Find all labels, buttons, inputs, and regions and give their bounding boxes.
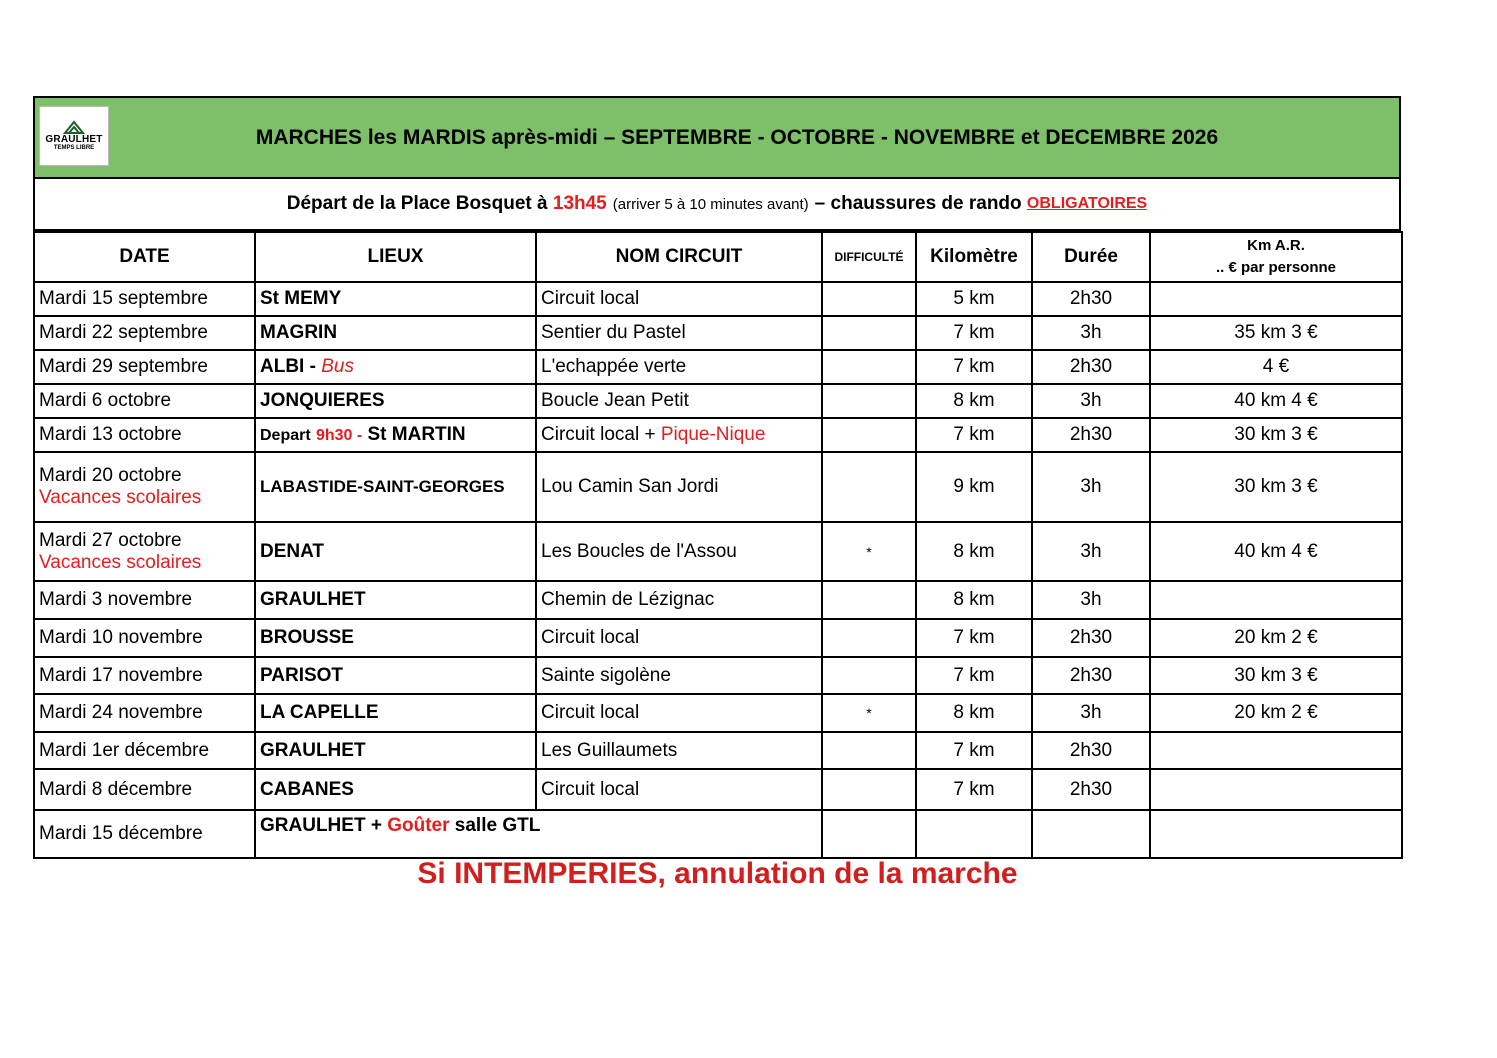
header-row xyxy=(34,232,1402,282)
cell-lieu: LA CAPELLE xyxy=(255,694,536,732)
cell-ar: 40 km 4 € xyxy=(1150,384,1402,418)
cell-lieu: DENAT xyxy=(255,522,536,581)
depart-text: Départ de la Place Bosquet à xyxy=(286,193,548,214)
cell-duree: 3h xyxy=(1032,384,1150,418)
cell-ar xyxy=(1150,732,1402,769)
depart-time: 13h45 xyxy=(552,193,607,214)
cell-date xyxy=(34,452,255,522)
table-row xyxy=(34,418,1402,452)
shoes-text: – chaussures de rando xyxy=(814,193,1022,214)
cell-diff xyxy=(822,581,916,619)
cell-diff: * xyxy=(822,522,916,581)
cell-diff: * xyxy=(822,694,916,732)
cell-circuit: Circuit local xyxy=(536,769,822,810)
last-lieu-gouter: Goûter xyxy=(387,815,450,836)
cell-duree: 2h30 xyxy=(1032,769,1150,810)
table-row xyxy=(34,769,1402,810)
cell-date: Mardi 15 septembre xyxy=(34,282,255,316)
cell-circuit: Circuit local xyxy=(536,619,822,657)
cell-km: 8 km xyxy=(916,694,1032,732)
cell-circuit: Les Boucles de l'Assou xyxy=(536,522,822,581)
cell-km: 7 km xyxy=(916,769,1032,810)
cell-duree: 2h30 xyxy=(1032,732,1150,769)
weather-notice: Si INTEMPERIES, annulation de la marche xyxy=(417,857,1018,890)
cell-km: 8 km xyxy=(916,384,1032,418)
cell-lieu xyxy=(255,418,536,452)
cell-date: Mardi 8 décembre xyxy=(34,769,255,810)
cell-circuit: Lou Camin San Jordi xyxy=(536,452,822,522)
schedule-sheet xyxy=(33,96,1401,859)
cell-km: 7 km xyxy=(916,732,1032,769)
cell-duree: 2h30 xyxy=(1032,619,1150,657)
cell-ar xyxy=(1150,810,1402,858)
cell-circuit-extra: Pique-Nique xyxy=(660,424,766,445)
arrival-note: (arriver 5 à 10 minutes avant) xyxy=(612,195,809,213)
table-row xyxy=(34,316,1402,350)
col-difficulte: DIFFICULTÉ xyxy=(822,232,916,282)
cell-duree: 2h30 xyxy=(1032,657,1150,694)
cell-date-note: Vacances scolaires xyxy=(39,551,202,573)
cell-km: 9 km xyxy=(916,452,1032,522)
cell-lieu: GRAULHET xyxy=(255,732,536,769)
page-title: MARCHES les MARDIS après-midi – SEPTEMBRE - OCTOBRE - NOVEMBRE et DECEMBRE 2026 xyxy=(255,126,1219,149)
cell-lieu-text: ALBI - xyxy=(260,356,316,377)
cell-km: 8 km xyxy=(916,581,1032,619)
cell-date: Mardi 3 novembre xyxy=(34,581,255,619)
cell-circuit: Les Guillaumets xyxy=(536,732,822,769)
cell-lieu xyxy=(255,350,536,384)
table-row xyxy=(34,384,1402,418)
cell-lieu: LABASTIDE-SAINT-GEORGES xyxy=(255,452,536,522)
cell-circuit xyxy=(536,418,822,452)
cell-km: 7 km xyxy=(916,619,1032,657)
cell-duree: 3h xyxy=(1032,452,1150,522)
col-ar-line1: Km A.R. xyxy=(1247,237,1305,254)
cell-date-note: Vacances scolaires xyxy=(39,487,202,508)
cell-lieu: GRAULHET xyxy=(255,581,536,619)
cell-date: Mardi 10 novembre xyxy=(34,619,255,657)
cell-date: Mardi 15 décembre xyxy=(34,810,255,858)
cell-ar: 40 km 4 € xyxy=(1150,522,1402,581)
cell-km: 7 km xyxy=(916,657,1032,694)
cell-diff xyxy=(822,619,916,657)
col-lieux: LIEUX xyxy=(255,232,536,282)
table-row xyxy=(34,694,1402,732)
cell-km: 5 km xyxy=(916,282,1032,316)
cell-ar xyxy=(1150,769,1402,810)
cell-date: Mardi 22 septembre xyxy=(34,316,255,350)
cell-lieu: PARISOT xyxy=(255,657,536,694)
cell-lieu: JONQUIERES xyxy=(255,384,536,418)
cell-ar xyxy=(1150,581,1402,619)
cell-duree: 3h xyxy=(1032,694,1150,732)
cell-date xyxy=(34,522,255,581)
cell-km: 8 km xyxy=(916,522,1032,581)
col-circuit: NOM CIRCUIT xyxy=(536,232,822,282)
cell-circuit: Boucle Jean Petit xyxy=(536,384,822,418)
cell-diff xyxy=(822,350,916,384)
cell-lieu: MAGRIN xyxy=(255,316,536,350)
cell-date: Mardi 29 septembre xyxy=(34,350,255,384)
mandatory-label: OBLIGATOIRES xyxy=(1026,195,1148,212)
col-ar xyxy=(1150,232,1402,282)
cell-km: 7 km xyxy=(916,350,1032,384)
depart-info xyxy=(33,179,1401,231)
logo-line2: TEMPS LIBRE xyxy=(53,145,95,151)
cell-diff xyxy=(822,769,916,810)
cell-ar: 35 km 3 € xyxy=(1150,316,1402,350)
cell-circuit: Chemin de Lézignac xyxy=(536,581,822,619)
cell-date-text: Mardi 27 octobre xyxy=(39,529,182,551)
cell-date: Mardi 17 novembre xyxy=(34,657,255,694)
logo-line1: GRAULHET xyxy=(45,134,103,145)
table-row xyxy=(34,732,1402,769)
cell-ar: 30 km 3 € xyxy=(1150,418,1402,452)
cell-lieu: CABANES xyxy=(255,769,536,810)
table-row xyxy=(34,522,1402,581)
cell-circuit: Circuit local xyxy=(536,694,822,732)
cell-date: Mardi 24 novembre xyxy=(34,694,255,732)
cell-lieu xyxy=(255,810,822,858)
cell-circuit-text: Circuit local + xyxy=(541,424,656,445)
cell-circuit: Sainte sigolène xyxy=(536,657,822,694)
table-row xyxy=(34,581,1402,619)
cell-duree: 3h xyxy=(1032,581,1150,619)
cell-lieu-text: St MARTIN xyxy=(367,424,466,445)
cell-duree: 2h30 xyxy=(1032,282,1150,316)
col-km: Kilomètre xyxy=(916,232,1032,282)
cell-diff xyxy=(822,282,916,316)
cell-diff xyxy=(822,452,916,522)
table-row xyxy=(34,452,1402,522)
cell-duree: 2h30 xyxy=(1032,418,1150,452)
cell-ar: 30 km 3 € xyxy=(1150,452,1402,522)
cell-lieu: St MEMY xyxy=(255,282,536,316)
cell-lieu-bus: Bus xyxy=(321,356,354,377)
cell-km: 7 km xyxy=(916,316,1032,350)
cell-lieu: BROUSSE xyxy=(255,619,536,657)
cell-duree xyxy=(1032,810,1150,858)
cell-ar: 30 km 3 € xyxy=(1150,657,1402,694)
cell-km xyxy=(916,810,1032,858)
last-lieu-part1: GRAULHET + xyxy=(260,815,382,836)
table-row xyxy=(34,619,1402,657)
table-row xyxy=(34,350,1402,384)
cell-ar: 20 km 2 € xyxy=(1150,694,1402,732)
cell-lieu-time: 9h30 - xyxy=(315,427,363,444)
cell-diff xyxy=(822,657,916,694)
cell-lieu-pre: Depart xyxy=(260,427,311,444)
cell-date: Mardi 1er décembre xyxy=(34,732,255,769)
cell-circuit: L'echappée verte xyxy=(536,350,822,384)
cell-km: 7 km xyxy=(916,418,1032,452)
title-band xyxy=(33,96,1401,179)
cell-diff xyxy=(822,732,916,769)
cell-circuit: Circuit local xyxy=(536,282,822,316)
cell-date-text: Mardi 20 octobre xyxy=(39,465,182,486)
cell-ar xyxy=(1150,282,1402,316)
table-row xyxy=(34,810,1402,858)
cell-diff xyxy=(822,384,916,418)
cell-duree: 3h xyxy=(1032,522,1150,581)
cell-diff xyxy=(822,418,916,452)
col-duree: Durée xyxy=(1032,232,1150,282)
cell-circuit: Sentier du Pastel xyxy=(536,316,822,350)
cell-date: Mardi 6 octobre xyxy=(34,384,255,418)
cell-diff xyxy=(822,810,916,858)
cell-duree: 3h xyxy=(1032,316,1150,350)
cell-date: Mardi 13 octobre xyxy=(34,418,255,452)
last-lieu-part3: salle GTL xyxy=(454,815,541,836)
col-ar-line2: .. € par personne xyxy=(1215,259,1337,276)
table-row xyxy=(34,657,1402,694)
cell-diff xyxy=(822,316,916,350)
table-row xyxy=(34,282,1402,316)
cell-duree: 2h30 xyxy=(1032,350,1150,384)
cell-ar: 20 km 2 € xyxy=(1150,619,1402,657)
cell-ar: 4 € xyxy=(1150,350,1402,384)
walks-table xyxy=(33,231,1403,859)
col-date: DATE xyxy=(34,232,255,282)
